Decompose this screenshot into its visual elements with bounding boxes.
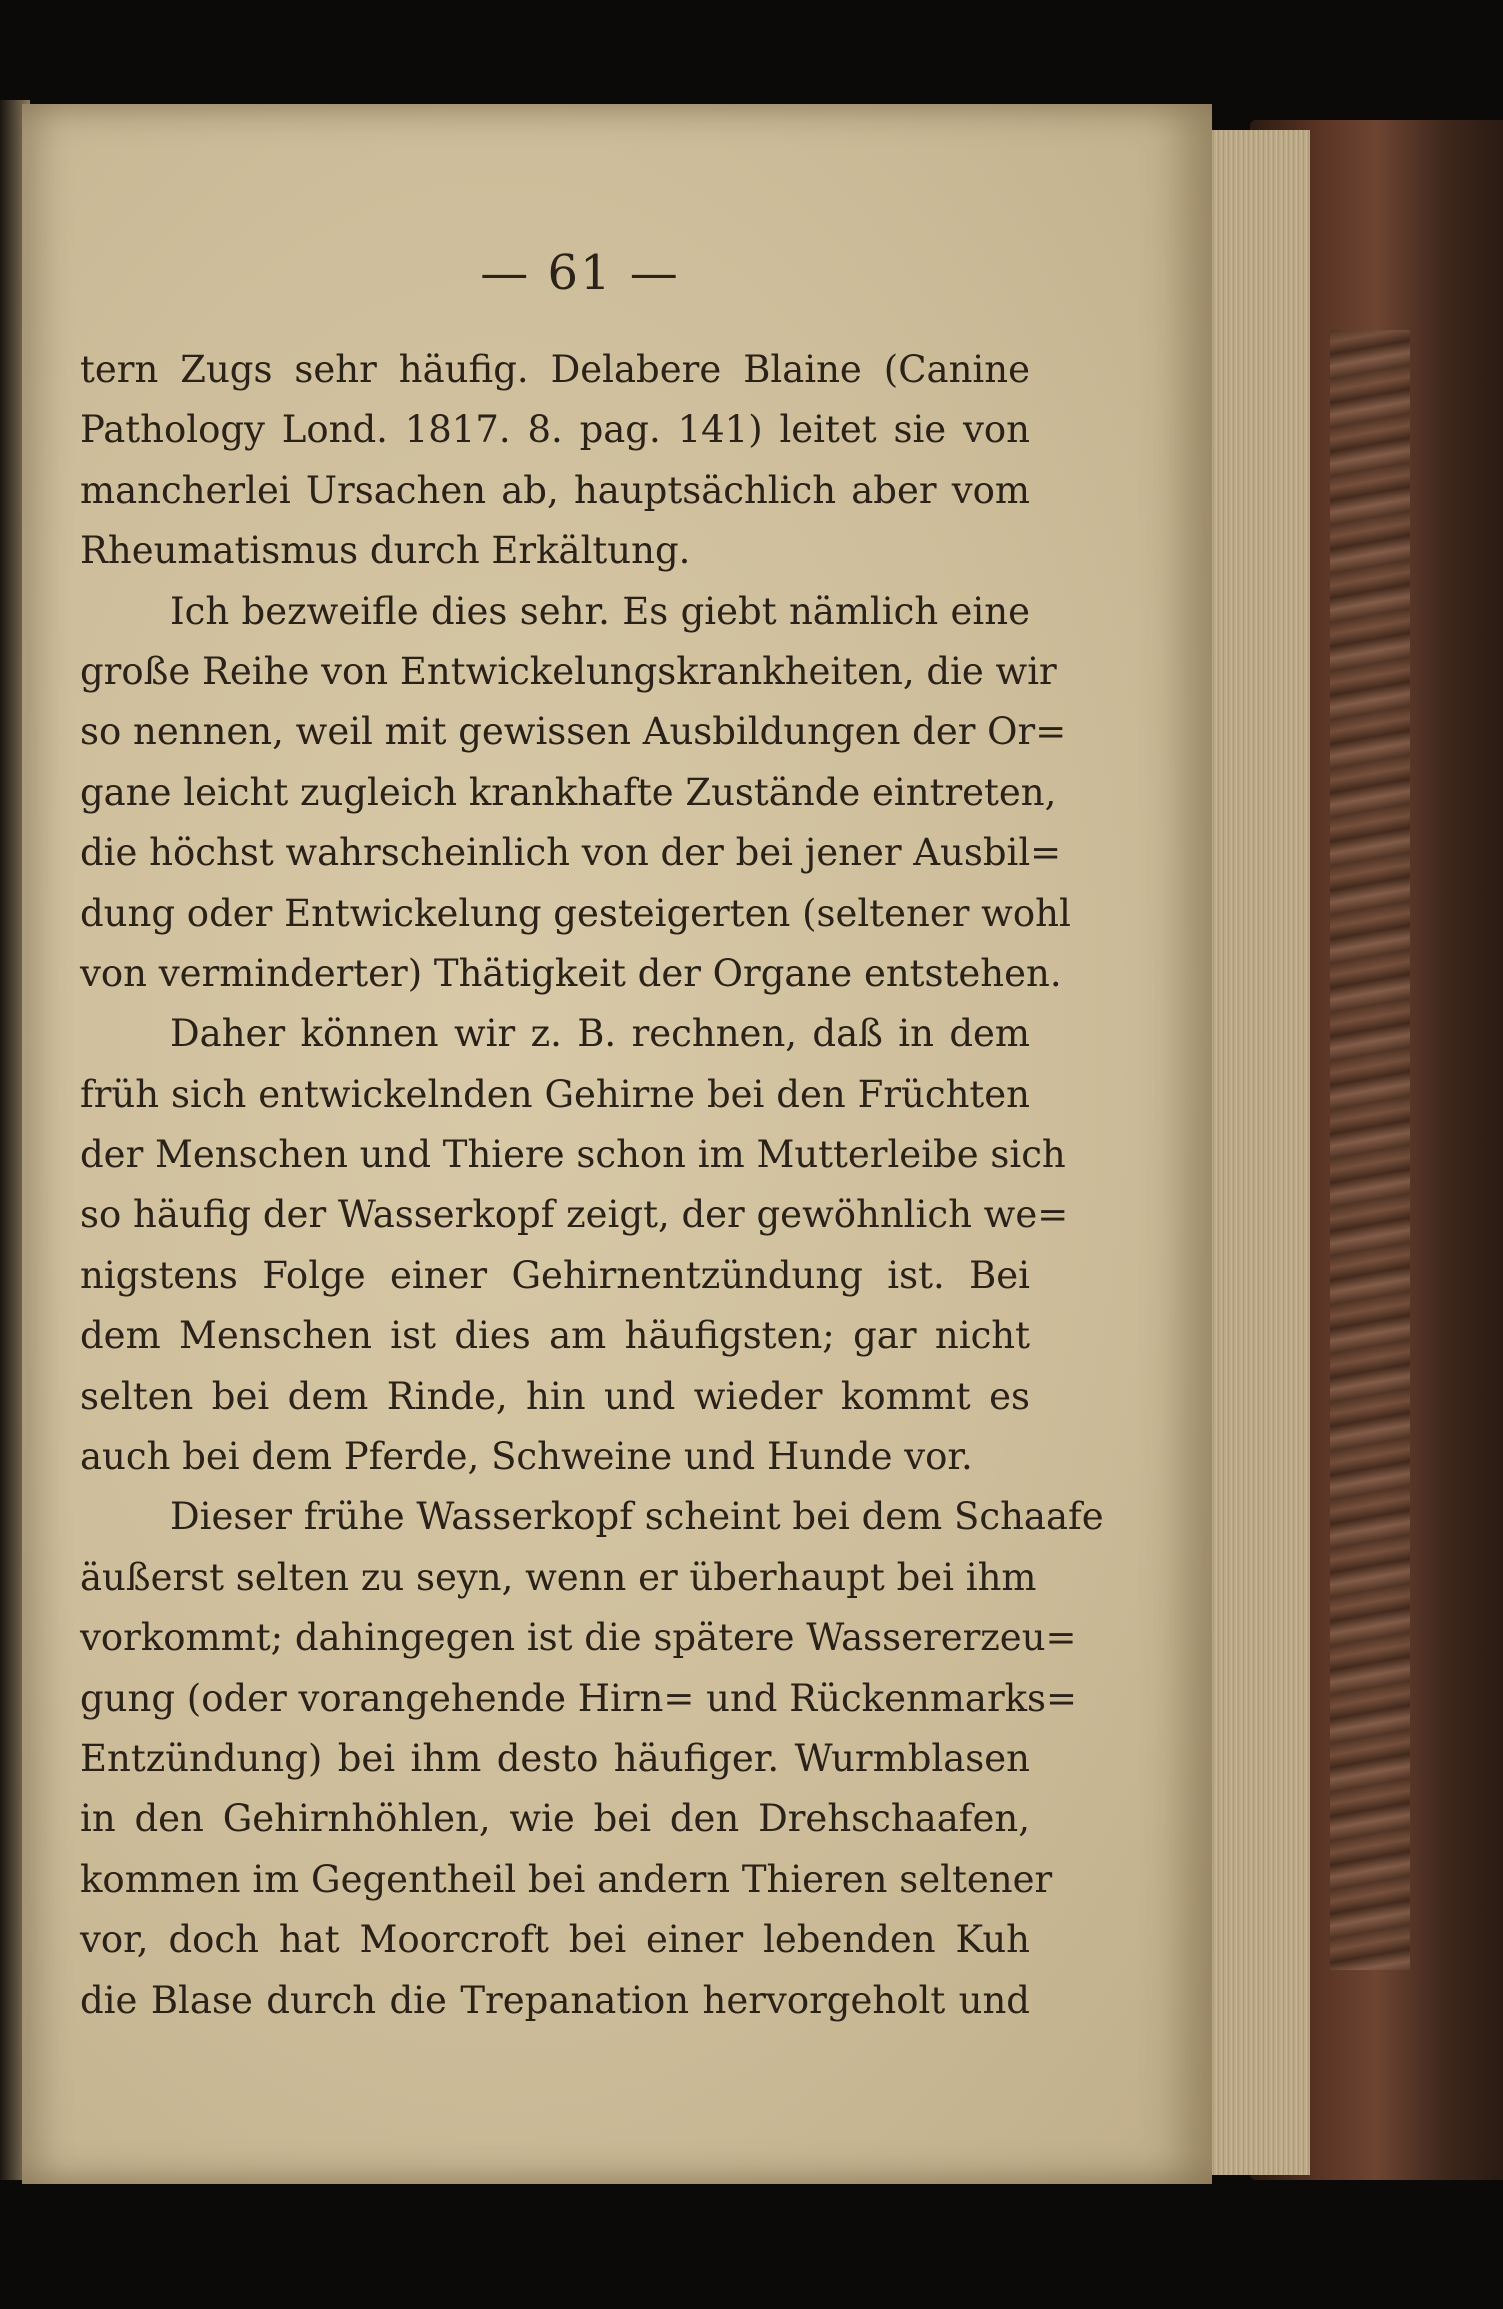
text-line: Ich bezweifle dies sehr. Es giebt nämlich eine [170, 589, 1030, 633]
text-line: so häufig der Wasserkopf zeigt, der gewöhnlich we= [80, 1193, 1069, 1237]
text-line: Entzündung) bei ihm desto häufiger. Wurmblasen [80, 1736, 1030, 1780]
text-line: von verminderter) Thätigkeit der Organe entstehen. [80, 951, 1062, 995]
text-line: die Blase durch die Trepanation hervorgeholt und [80, 1978, 1030, 2022]
text-line: Dieser frühe Wasserkopf scheint bei dem Schaafe [170, 1495, 1104, 1539]
text-line: die höchst wahrscheinlich von der bei jener Ausbil= [80, 831, 1062, 875]
text-line: kommen im Gegentheil bei andern Thieren seltener [80, 1857, 1053, 1901]
text-line: äußerst selten zu seyn, wenn er überhaupt bei ihm [80, 1555, 1037, 1599]
text-line: Rheumatismus durch Erkältung. [80, 529, 691, 573]
text-line: Daher können wir z. B. rechnen, daß in dem [170, 1012, 1030, 1056]
page-stack-edge [1200, 130, 1310, 2175]
text-line: dem Menschen ist dies am häufigsten; gar nicht [80, 1314, 1030, 1358]
text-line: vorkommt; dahingegen ist die spätere Wassererzeu= [80, 1616, 1077, 1660]
text-line: selten bei dem Rinde, hin und wieder kommt es [80, 1374, 1030, 1418]
text-line: früh sich entwickelnden Gehirne bei den Früchten [80, 1072, 1030, 1116]
text-line: tern Zugs sehr häufig. Delabere Blaine (Canine [80, 348, 1030, 391]
text-line: vor, doch hat Moorcroft bei einer lebenden Kuh [80, 1918, 1030, 1962]
text-line: nigstens Folge einer Gehirnentzündung ist. Bei [80, 1253, 1030, 1297]
text-line: gane leicht zugleich krankhafte Zustände eintreten, [80, 770, 1057, 814]
text-line: so nennen, weil mit gewissen Ausbildungen der Or= [80, 710, 1067, 754]
text-line: große Reihe von Entwickelungskrankheiten, die wir [80, 649, 1057, 693]
text-line: in den Gehirnhöhlen, wie bei den Drehschaafen, [80, 1797, 1030, 1841]
text-line: Pathology Lond. 1817. 8. pag. 141) leitet sie von [80, 408, 1030, 452]
text-line: der Menschen und Thiere schon im Mutterleibe sich [80, 1133, 1066, 1177]
page-header: — 61 — [480, 245, 680, 301]
text-line: gung (oder vorangehende Hirn= und Rückenmarks= [80, 1676, 1078, 1720]
body-text [80, 340, 1104, 2031]
text-line: auch bei dem Pferde, Schweine und Hunde vor. [80, 1435, 973, 1479]
cover-marbling [1330, 330, 1410, 1970]
text-line: dung oder Entwickelung gesteigerten (seltener wohl [80, 891, 1071, 935]
text-line: mancherlei Ursachen ab, hauptsächlich aber vom [80, 468, 1030, 512]
